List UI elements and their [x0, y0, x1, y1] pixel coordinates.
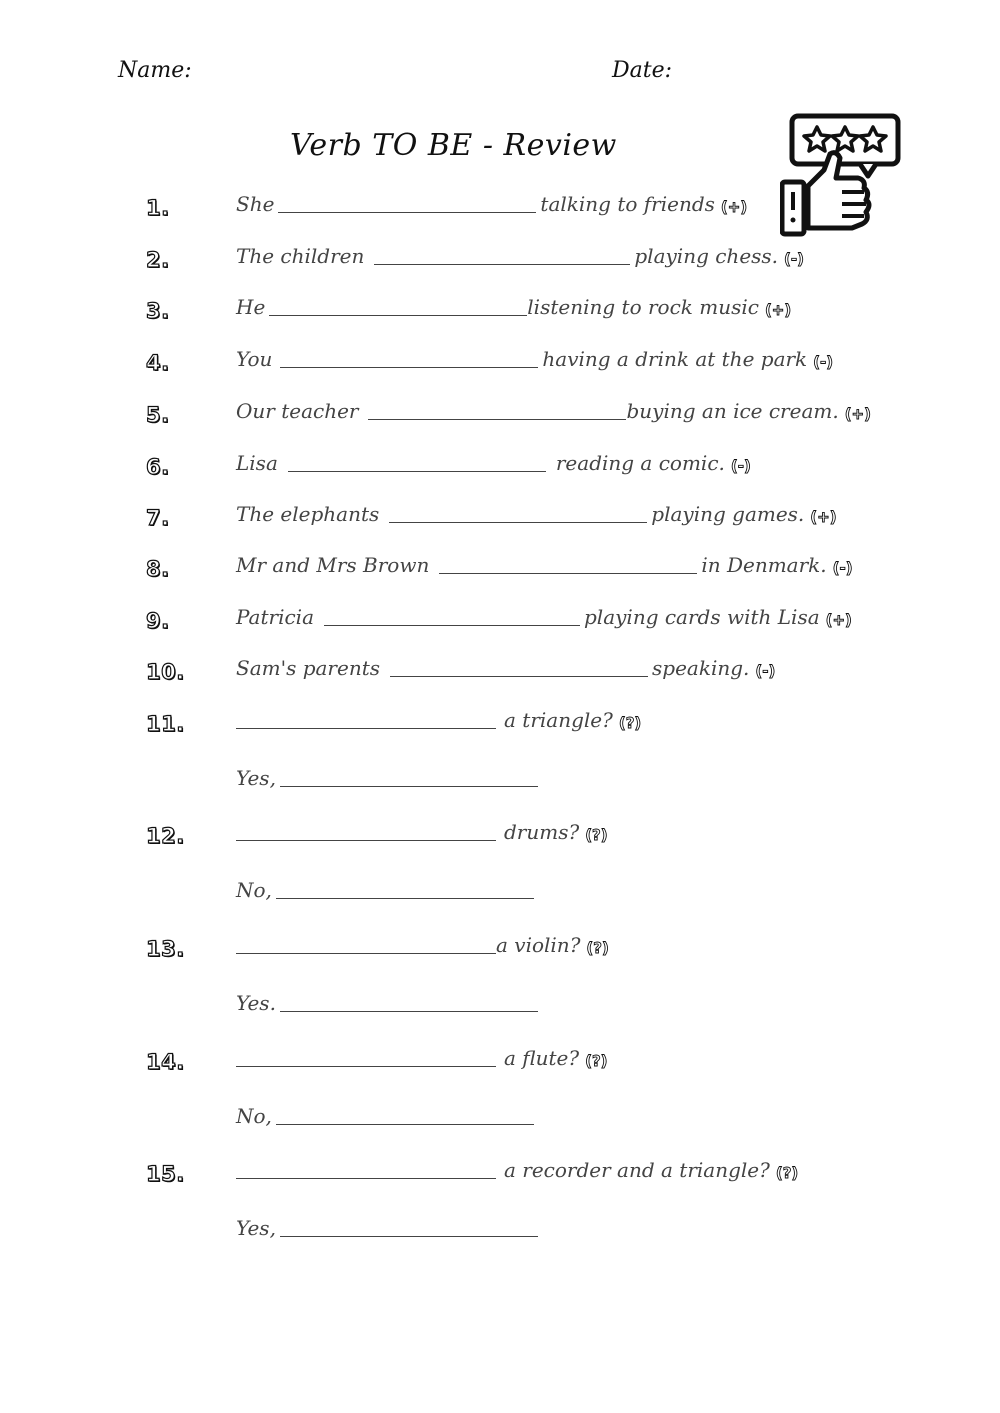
- answer-blank[interactable]: [324, 625, 580, 626]
- question-blank[interactable]: [236, 1178, 496, 1179]
- question-mark: (?): [618, 714, 642, 732]
- exercise-line: [236, 553, 853, 577]
- predicate-text: having a drink at the park: [542, 347, 808, 371]
- negative-mark: (-): [755, 662, 776, 680]
- question-text: a recorder and a triangle?: [504, 1158, 770, 1182]
- short-answer-label: Yes.: [236, 991, 276, 1015]
- question-line: [236, 1046, 608, 1070]
- positive-mark: (+): [825, 611, 852, 629]
- short-answer-blank[interactable]: [280, 786, 538, 787]
- answer-blank[interactable]: [278, 212, 536, 213]
- date-label: Date:: [612, 58, 673, 83]
- question-line: [236, 708, 641, 732]
- answer-blank[interactable]: [368, 419, 626, 420]
- question-blank[interactable]: [236, 953, 496, 954]
- question-line: [236, 1158, 798, 1182]
- negative-mark: (-): [730, 457, 751, 475]
- short-answer-blank[interactable]: [280, 1011, 538, 1012]
- short-answer-blank[interactable]: [276, 898, 534, 899]
- exercise-line: [236, 451, 751, 475]
- answer-blank[interactable]: [390, 676, 648, 677]
- question-number: 11.: [146, 712, 185, 736]
- question-number: 13.: [146, 937, 185, 961]
- short-answer-label: Yes,: [236, 1216, 276, 1240]
- question-blank[interactable]: [236, 1066, 496, 1067]
- subject-text: You: [236, 347, 273, 371]
- answer-line: [236, 1104, 538, 1128]
- question-number: 14.: [146, 1050, 185, 1074]
- answer-line: [236, 878, 538, 902]
- positive-mark: (+): [810, 508, 837, 526]
- subject-text: The elephants: [236, 502, 380, 526]
- exercise-line: [236, 244, 804, 268]
- positive-mark: (+): [844, 405, 871, 423]
- question-line: [236, 820, 608, 844]
- answer-line: [236, 991, 542, 1015]
- negative-mark: (-): [832, 559, 853, 577]
- question-text: a flute?: [504, 1046, 580, 1070]
- subject-text: Sam's parents: [236, 656, 381, 680]
- predicate-text: listening to rock music: [527, 295, 759, 319]
- exercise-number: 9.: [146, 609, 170, 633]
- positive-mark: (+): [720, 198, 748, 216]
- question-text: drums?: [504, 820, 580, 844]
- answer-blank[interactable]: [288, 471, 546, 472]
- exercise-number: 2.: [146, 248, 170, 272]
- question-mark: (?): [775, 1164, 799, 1182]
- subject-text: Mr and Mrs Brown: [236, 553, 430, 577]
- predicate-text: talking to friends: [540, 192, 715, 216]
- answer-line: [236, 766, 542, 790]
- short-answer-label: Yes,: [236, 766, 276, 790]
- exercise-line: [236, 656, 775, 680]
- negative-mark: (-): [784, 250, 804, 268]
- exercise-line: [236, 605, 852, 629]
- short-answer-blank[interactable]: [280, 1236, 538, 1237]
- question-number: 15.: [146, 1162, 185, 1186]
- answer-blank[interactable]: [389, 522, 647, 523]
- predicate-text: speaking.: [652, 656, 750, 680]
- exercise-number: 4.: [146, 351, 170, 375]
- exercise-line: [236, 399, 871, 423]
- subject-text: Patricia: [236, 605, 314, 629]
- subject-text: He: [236, 295, 266, 319]
- predicate-text: buying an ice cream.: [626, 399, 839, 423]
- question-mark: (?): [585, 1052, 608, 1070]
- exercise-line: [236, 347, 833, 371]
- answer-blank[interactable]: [439, 573, 697, 574]
- answer-blank[interactable]: [374, 264, 630, 265]
- exercise-number: 7.: [146, 506, 170, 530]
- question-text: a triangle?: [504, 708, 613, 732]
- exercise-number: 5.: [146, 403, 170, 427]
- name-label: Name:: [118, 58, 192, 83]
- exercise-number: 6.: [146, 455, 170, 479]
- subject-text: She: [236, 192, 275, 216]
- predicate-text: reading a comic.: [555, 451, 725, 475]
- negative-mark: (-): [813, 353, 834, 371]
- answer-blank[interactable]: [269, 315, 527, 316]
- short-answer-label: No,: [236, 1104, 272, 1128]
- question-blank[interactable]: [236, 728, 496, 729]
- exercise-number: 10.: [146, 660, 185, 684]
- subject-text: Our teacher: [236, 399, 359, 423]
- short-answer-label: No,: [236, 878, 272, 902]
- answer-blank[interactable]: [280, 367, 538, 368]
- predicate-text: in Denmark.: [701, 553, 827, 577]
- exercise-number: 3.: [146, 299, 170, 323]
- question-line: [236, 933, 609, 957]
- exercise-line: [236, 295, 791, 319]
- subject-text: Lisa: [236, 451, 278, 475]
- exercise-number: 8.: [146, 557, 170, 581]
- predicate-text: playing chess.: [634, 244, 779, 268]
- question-blank[interactable]: [236, 840, 496, 841]
- question-text: a violin?: [496, 933, 581, 957]
- answer-line: [236, 1216, 542, 1240]
- exercise-line: [236, 502, 837, 526]
- exercise-number: 1.: [146, 196, 170, 220]
- page-title: Verb TO BE - Review: [290, 128, 617, 163]
- positive-mark: (+): [764, 301, 792, 319]
- predicate-text: playing games.: [651, 502, 805, 526]
- short-answer-blank[interactable]: [276, 1124, 534, 1125]
- thumbs-up-rating-icon: [780, 112, 902, 237]
- subject-text: The children: [236, 244, 365, 268]
- exercise-line: [236, 192, 747, 216]
- question-number: 12.: [146, 824, 185, 848]
- question-mark: (?): [586, 939, 609, 957]
- predicate-text: playing cards with Lisa: [584, 605, 820, 629]
- question-mark: (?): [585, 826, 608, 844]
